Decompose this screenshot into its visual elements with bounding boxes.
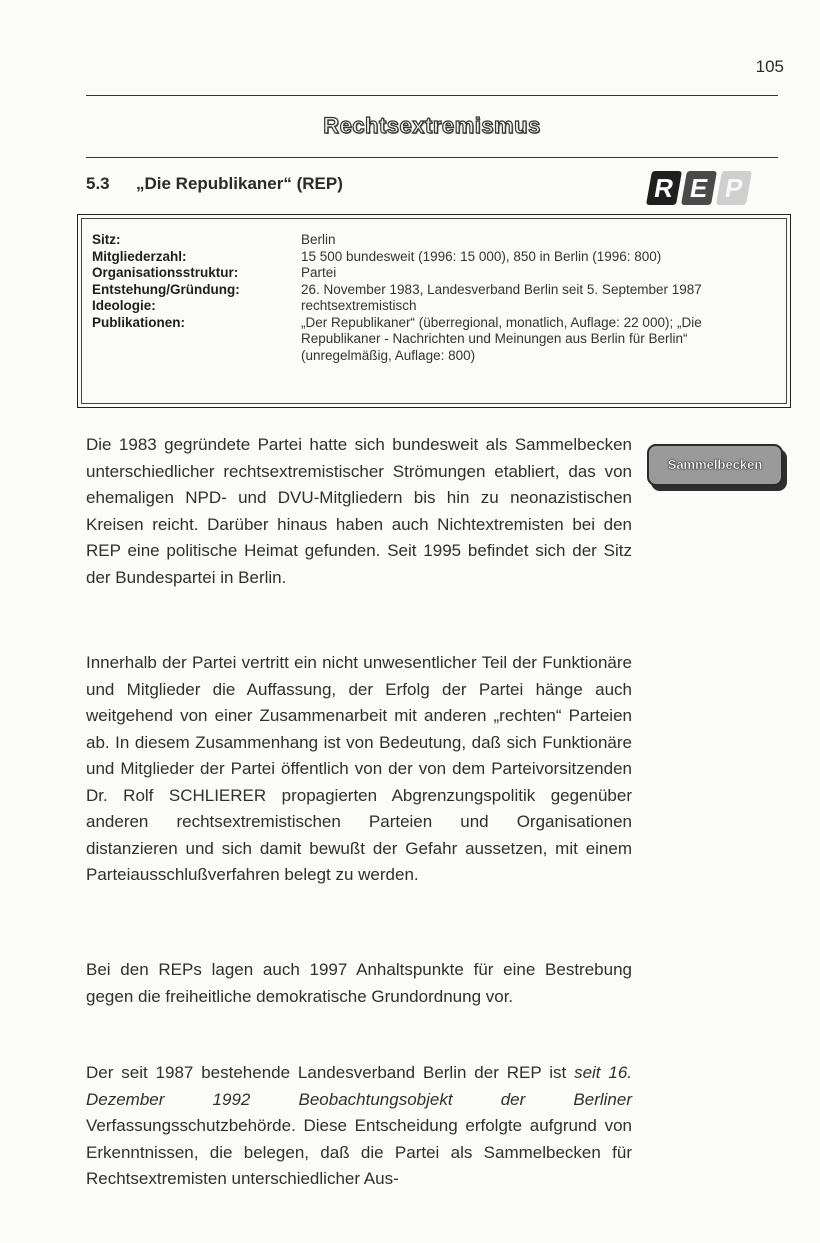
header-rule-bottom: [86, 157, 778, 158]
body-paragraph-3: Bei den REPs lagen auch 1997 Anhaltspunkte für eine Bestrebung gegen die freiheitliche demokratische Grundordnung vor.: [86, 960, 632, 1006]
fact-value: 15 500 bundesweit (1996: 15 000), 850 in Berlin (1996: 800): [301, 248, 662, 264]
page-number: 105: [755, 57, 784, 76]
body-paragraph-2: Innerhalb der Partei vertritt ein nicht unwesentlicher Teil der Funktionäre und Mitglieder die Auffassung, der Erfolg der Partei hänge auch weitgehend von einer Zusammenarbeit mit anderen „rechten“ Parteien ab. In diesem Zusammenhang ist von Bedeutung, daß sich Funktionäre und Mitglieder der Partei öffentlich von der von dem Parteivorsitzenden Dr. Rolf SCHLIERER propagierten Abgrenzungspolitik gegenüber anderen rechtsextremistischen Parteien und Organisationen distanzieren und sich damit bewußt der Gefahr aussetzen, mit einem Parteiausschlußverfahren belegt zu werden.: [86, 653, 632, 884]
fact-label: Publikationen:: [92, 314, 186, 330]
fact-label: Sitz:: [92, 232, 121, 247]
header-rule-top: [86, 95, 778, 96]
rep-logo-letter-r: R: [646, 171, 682, 205]
fact-label: Mitgliederzahl:: [92, 248, 187, 264]
body-paragraph-4: [86, 1060, 632, 1193]
margin-note-label: Sammelbecken: [667, 457, 763, 472]
paragraph-4-start: Der seit 1987 bestehende Landesverband Berlin der REP ist: [86, 1063, 575, 1082]
section-heading: [86, 174, 343, 194]
fact-row: [92, 298, 776, 315]
paragraph-4-italic: seit 16. Dezember 1992 Beobachtungsobjekt der Berliner: [86, 1063, 632, 1109]
fact-box: [77, 214, 791, 408]
rep-logo-letter-e: E: [681, 171, 717, 205]
fact-value: Partei: [301, 265, 337, 280]
fact-row: [92, 315, 776, 365]
fact-label: Organisationsstruktur:: [92, 265, 239, 280]
fact-box-inner: [81, 218, 787, 404]
fact-label: Entstehung/Gründung:: [92, 281, 240, 297]
fact-value: rechtsextremistisch: [301, 298, 417, 313]
section-title: „Die Republikaner“ (REP): [136, 174, 343, 193]
rep-logo: [646, 168, 764, 210]
rep-logo-letter-p: P: [716, 171, 752, 205]
fact-value: „Der Republikaner“ (überregional, monatlich, Auflage: 22 000); „Die Republikaner - Nachrichten und Meinungen aus Berlin für Berlin“ (unregelmäßig, Auflage: 800): [301, 314, 702, 363]
section-number: 5.3: [86, 174, 110, 193]
fact-value: 26. November 1983, Landesverband Berlin seit 5. September 1987: [301, 281, 702, 297]
margin-note-sammelbecken: [647, 444, 783, 486]
paragraph-4-end: Verfassungsschutzbehörde. Diese Entscheidung erfolgte aufgrund von Erkenntnissen, die belegen, daß die Partei als Sammelbecken für Rechtsextremisten unterschiedlicher Aus-: [86, 1116, 632, 1188]
body-paragraph-1: Die 1983 gegründete Partei hatte sich bundesweit als Sammelbecken unterschiedlicher rechtsextremistischer Strömungen etabliert, das von ehemaligen NPD- und DVU-Mitgliedern bis hin zu neonazistischen Kreisen reicht. Darüber hinaus haben auch Nichtextremisten bei den REP eine politische Heimat gefunden. Seit 1995 befindet sich der Sitz der Bundespartei in Berlin.: [86, 435, 632, 587]
fact-row: [92, 249, 776, 266]
fact-label: Ideologie:: [92, 298, 156, 313]
fact-row: [92, 232, 776, 249]
fact-value: Berlin: [301, 232, 336, 247]
fact-row: [92, 265, 776, 282]
chapter-title: Rechtsextremismus: [323, 113, 541, 138]
fact-row: [92, 282, 776, 299]
